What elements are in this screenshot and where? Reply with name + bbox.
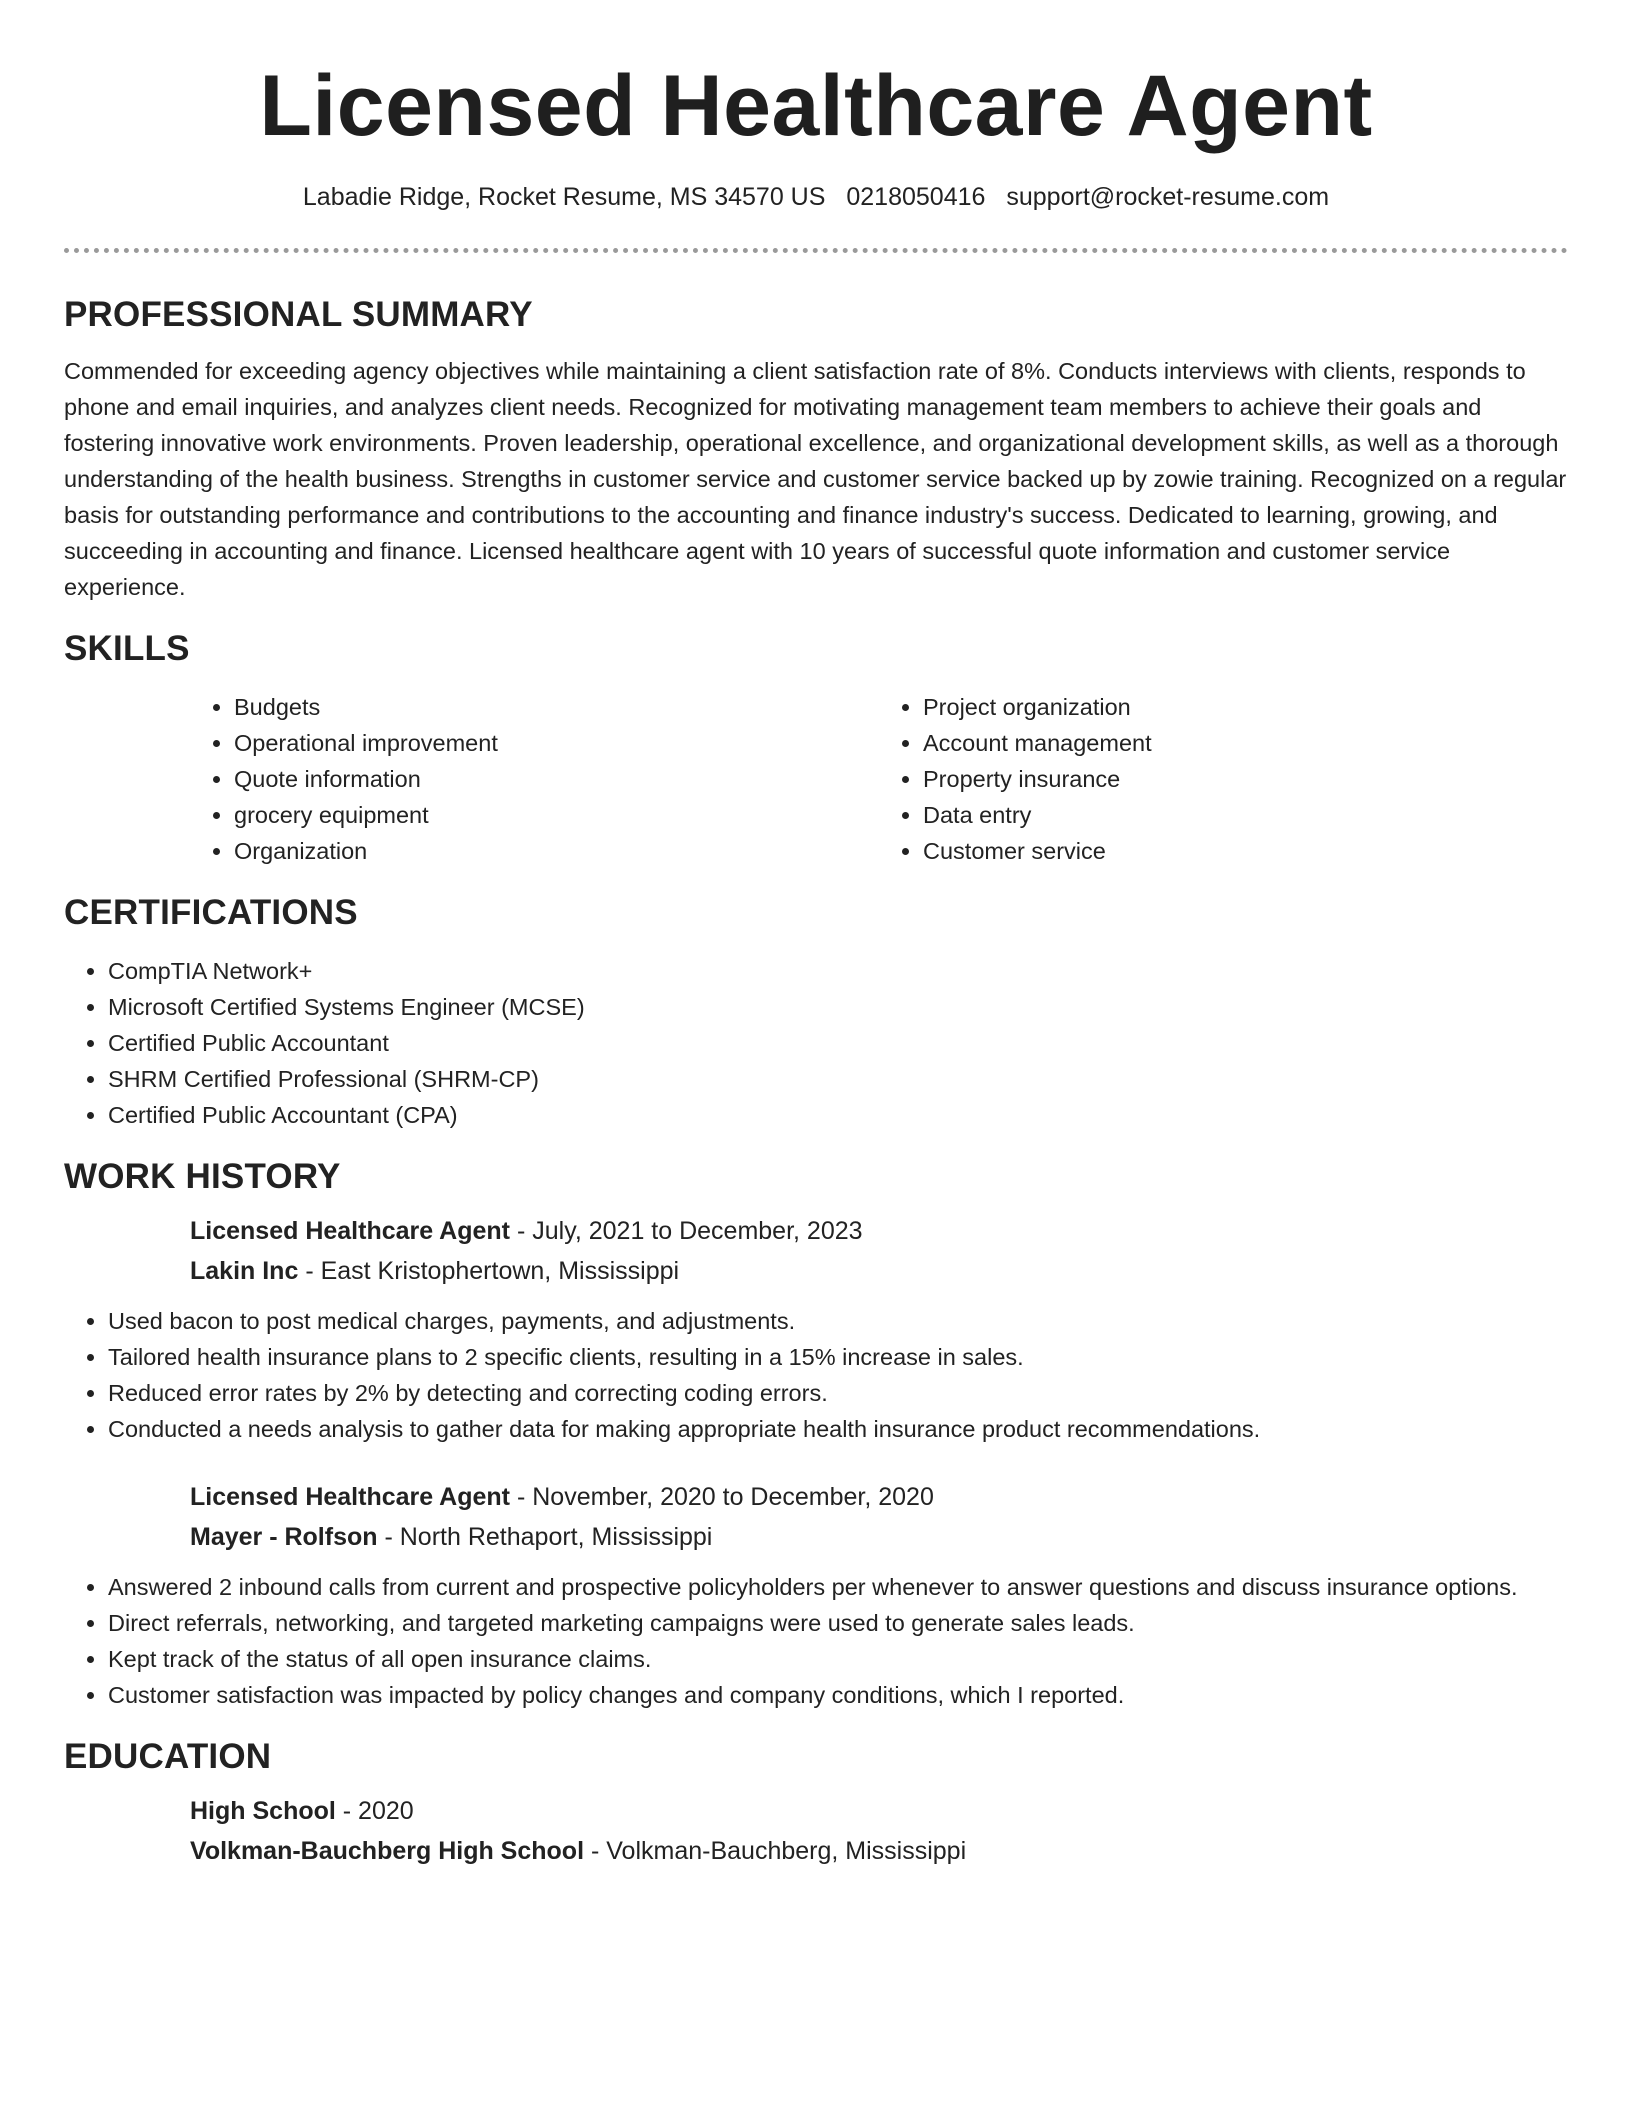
education-heading: EDUCATION [64, 1737, 272, 1776]
job-duty: • Reduced error rates by 2% by detecting and correcting coding errors. [108, 1375, 1568, 1411]
education-entry [190, 1791, 1568, 1871]
education-degree-line [190, 1791, 1568, 1831]
summary-heading: PROFESSIONAL SUMMARY [64, 295, 533, 334]
skills-list [190, 689, 1568, 869]
job-title-line [190, 1477, 1568, 1517]
certification-item: • Certified Public Accountant [108, 1025, 1568, 1061]
education-school: Volkman-Bauchberg High School [190, 1837, 585, 1865]
job-location: - East Kristophertown, Mississippi [298, 1257, 680, 1285]
contact-phone: 0218050416 [846, 183, 986, 211]
skill-item: • Project organization [923, 689, 1568, 725]
skills-column-left [190, 689, 879, 869]
job-entry [190, 1211, 1568, 1291]
job-duty: • Used bacon to post medical charges, payments, and adjustments. [108, 1303, 1568, 1339]
job-duty: • Kept track of the status of all open insurance claims. [108, 1641, 1568, 1677]
education-school-line [190, 1831, 1568, 1871]
education-location: - Volkman-Bauchberg, Mississippi [584, 1837, 967, 1865]
job-role: Licensed Healthcare Agent [190, 1483, 511, 1511]
job-title-line [190, 1211, 1568, 1251]
job-duty: • Conducted a needs analysis to gather data for making appropriate health insurance product recommendations. [108, 1411, 1568, 1447]
certification-item: • Microsoft Certified Systems Engineer (MCSE) [108, 989, 1568, 1025]
job-company-line [190, 1517, 1568, 1557]
summary-text: Commended for exceeding agency objectives while maintaining a client satisfaction rate of 8%. Conducts interviews with clients, responds to phone and email inquiries, and analyzes client needs. Recognized for motivating management team members to achieve their goals and fostering innovative work environments. Proven leadership, operational excellence, and organizational development skills, as well as a thorough understanding of the health business. Strengths in customer service and customer service backed up by zowie training. Recognized on a regular basis for outstanding performance and contributions to the accounting and finance industry's success. Dedicated to learning, growing, and succeeding in accounting and finance. Licensed healthcare agent with 10 years of successful quote information and customer service experience. [64, 358, 1567, 600]
header-divider [64, 248, 1568, 253]
work-history-heading: WORK HISTORY [64, 1157, 341, 1196]
skill-item: • Organization [234, 833, 879, 869]
skill-item: • grocery equipment [234, 797, 879, 833]
job-company: Lakin Inc [190, 1257, 299, 1285]
skill-item: • Customer service [923, 833, 1568, 869]
skill-item: • Budgets [234, 689, 879, 725]
job-duties-list [64, 1569, 1568, 1713]
job-role: Licensed Healthcare Agent [190, 1217, 511, 1245]
job-dates: - November, 2020 to December, 2020 [510, 1483, 934, 1511]
certification-item: • SHRM Certified Professional (SHRM-CP) [108, 1061, 1568, 1097]
job-location: - North Rethaport, Mississippi [377, 1523, 713, 1551]
skill-item: • Operational improvement [234, 725, 879, 761]
education-year: - 2020 [335, 1797, 414, 1825]
certifications-list [64, 953, 1568, 1133]
job-duties-list [64, 1303, 1568, 1447]
job-duty: • Customer satisfaction was impacted by policy changes and company conditions, which I reported. [108, 1677, 1568, 1713]
education-degree: High School [190, 1797, 336, 1825]
skill-item: • Account management [923, 725, 1568, 761]
contact-line [64, 180, 1568, 214]
job-duty: • Answered 2 inbound calls from current and prospective policyholders per whenever to answer questions and discuss insurance options. [108, 1569, 1568, 1605]
candidate-name: Licensed Healthcare Agent [259, 58, 1373, 154]
job-company: Mayer - Rolfson [190, 1523, 378, 1551]
skill-item: • Property insurance [923, 761, 1568, 797]
job-duty: • Tailored health insurance plans to 2 specific clients, resulting in a 15% increase in sales. [108, 1339, 1568, 1375]
certifications-heading: CERTIFICATIONS [64, 893, 358, 932]
job-dates: - July, 2021 to December, 2023 [510, 1217, 863, 1245]
contact-address: Labadie Ridge, Rocket Resume, MS 34570 US [302, 183, 826, 211]
skill-item: • Quote information [234, 761, 879, 797]
job-entry [190, 1477, 1568, 1557]
job-company-line [190, 1251, 1568, 1291]
certification-item: • CompTIA Network+ [108, 953, 1568, 989]
contact-email: support@rocket-resume.com [1006, 183, 1330, 211]
skills-column-right [879, 689, 1568, 869]
job-duty: • Direct referrals, networking, and targeted marketing campaigns were used to generate sales leads. [108, 1605, 1568, 1641]
certification-item: • Certified Public Accountant (CPA) [108, 1097, 1568, 1133]
skills-heading: SKILLS [64, 629, 190, 668]
skill-item: • Data entry [923, 797, 1568, 833]
